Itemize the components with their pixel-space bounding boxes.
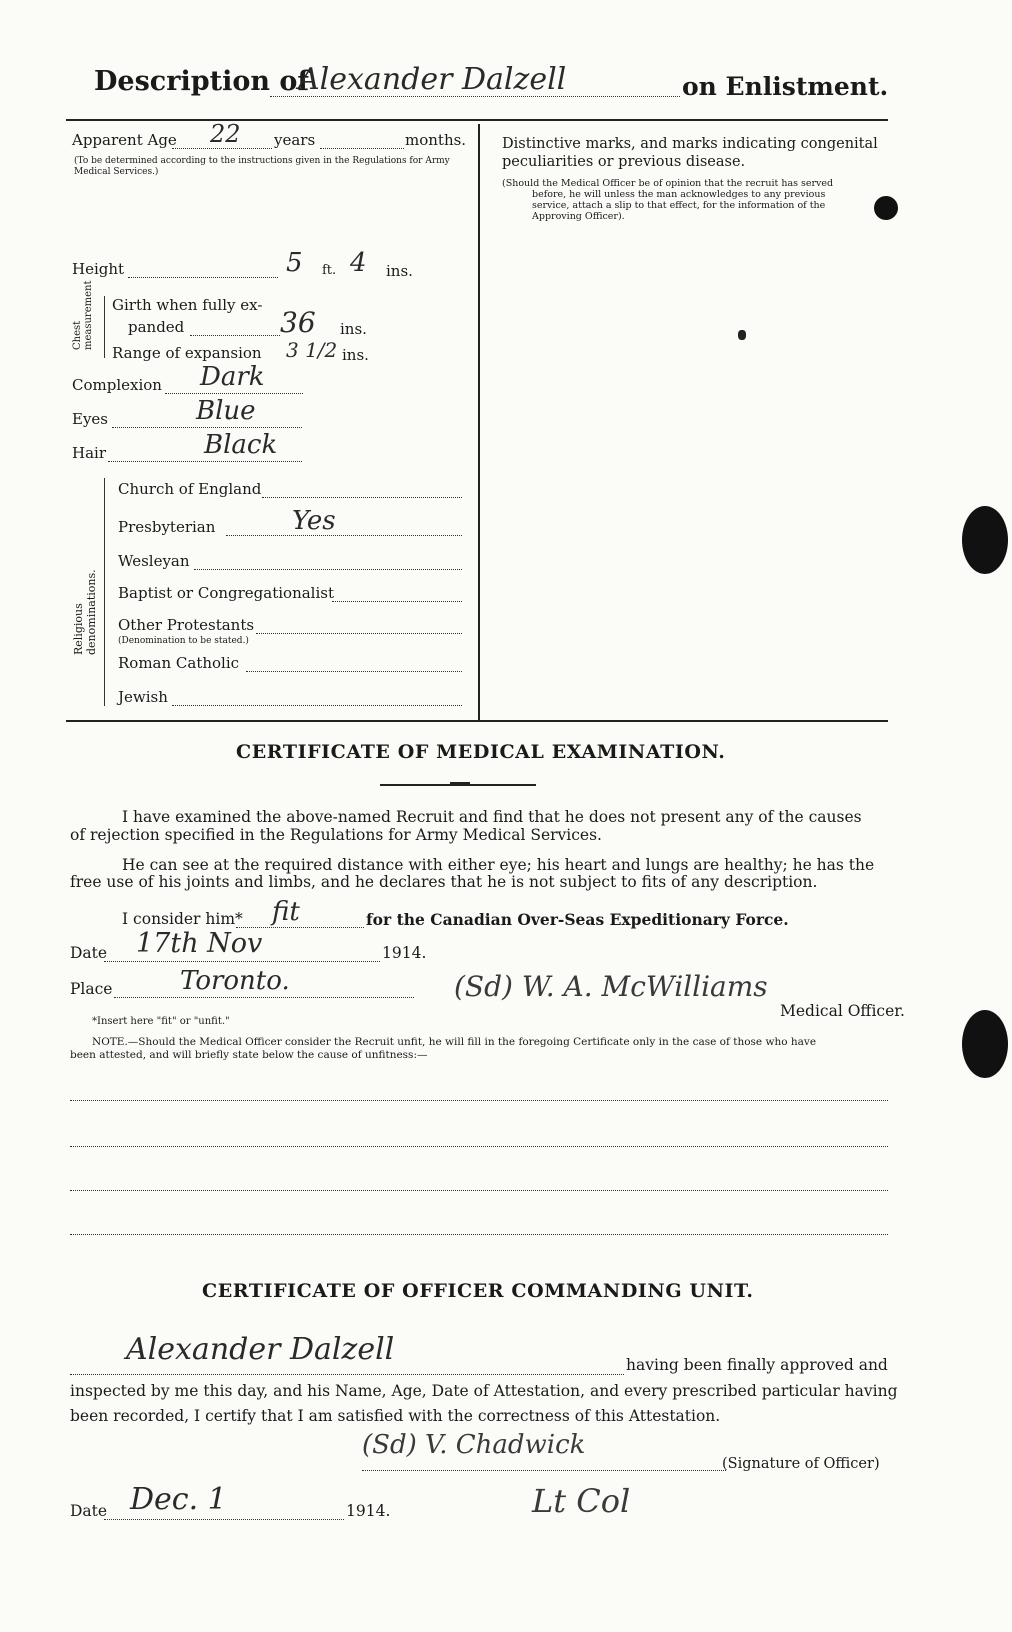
marks-heading-2: peculiarities or previous disease. [502, 154, 746, 170]
medical-para-1b: of rejection specified in the Regulations for Army Medical Services. [70, 826, 602, 844]
unfitness-line-4 [70, 1234, 888, 1235]
commanding-text-3: been recorded, I certify that I am satisfied with the correctness of this Attestation. [70, 1407, 721, 1425]
medical-officer-label: Medical Officer. [780, 1002, 905, 1020]
girth-value: 36 [280, 306, 316, 339]
header-prefix: Description of [94, 66, 309, 97]
eyes-value: Blue [196, 396, 256, 426]
commanding-recruit-name: Alexander Dalzell [126, 1332, 395, 1367]
commanding-rank: Lt Col [532, 1482, 631, 1520]
consider-label: I consider him* [122, 910, 243, 928]
ink-speck [738, 330, 746, 340]
medical-date-label: Date [70, 944, 108, 962]
medical-officer-signature: (Sd) W. A. McWilliams [454, 970, 768, 1003]
height-ft-value: 5 [286, 248, 303, 278]
commanding-date-label: Date [70, 1502, 108, 1520]
marks-note-2: before, he will unless the man acknowledges to any previous [532, 189, 826, 200]
header-suffix: on Enlistment. [682, 72, 889, 101]
religion-baptist: Baptist or Congregationalist [118, 584, 334, 602]
medical-title-rule-mark [450, 782, 470, 786]
religion-presbyterian: Presbyterian [118, 518, 216, 536]
eyes-label: Eyes [72, 410, 108, 428]
place-value: Toronto. [180, 966, 290, 996]
years-label: years [274, 131, 316, 149]
religion-bracket [104, 478, 105, 706]
commanding-officer-signature: (Sd) V. Chadwick [362, 1430, 586, 1460]
hair-value: Black [204, 430, 278, 460]
girth-ins-label: ins. [340, 320, 367, 338]
chest-bracket [104, 296, 105, 358]
commanding-date-year: 1914. [346, 1502, 391, 1520]
consider-value: fit [272, 897, 300, 927]
religion-roman-catholic: Roman Catholic [118, 654, 240, 672]
girth-label-1: Girth when fully ex- [112, 296, 263, 314]
unfitness-line-2 [70, 1146, 888, 1147]
marks-note-1: (Should the Medical Officer be of opinion that the recruit has served [502, 178, 834, 189]
range-ins-label: ins. [342, 346, 369, 364]
punch-hole-bottom [962, 1010, 1008, 1078]
complexion-label: Complexion [72, 376, 162, 394]
section-rule [66, 720, 888, 722]
medical-date-year: 1914. [382, 944, 427, 962]
punch-hole-top [962, 506, 1008, 574]
other-protestants-note: (Denomination to be stated.) [118, 636, 249, 646]
commanding-text-2: inspected by me this day, and his Name, Age, Date of Attestation, and every prescribed particular having [70, 1382, 898, 1400]
column-divider [478, 124, 480, 720]
medical-date-value: 17th Nov [136, 928, 263, 959]
marks-note-4: Approving Officer). [532, 211, 625, 222]
unfit-note-b: been attested, and will briefly state below the cause of unfitness:— [70, 1049, 428, 1061]
age-label: Apparent Age [72, 131, 177, 149]
hair-label: Hair [72, 444, 106, 462]
header-name: Alexander Dalzell [298, 62, 567, 97]
range-label: Range of expansion [112, 344, 262, 362]
height-ins-label: ins. [386, 262, 413, 280]
commanding-date-value: Dec. 1 [130, 1482, 227, 1517]
months-label: months. [405, 131, 467, 149]
place-label: Place [70, 980, 113, 998]
age-value: 22 [210, 120, 241, 148]
chest-label: Chest measurement [72, 280, 94, 350]
marks-note-3: service, attach a slip to that effect, for the information of the [532, 200, 826, 211]
commanding-text-1: having been finally approved and [626, 1356, 888, 1374]
ft-label: ft. [322, 263, 337, 278]
consider-suffix: for the Canadian Over-Seas Expeditionary Force. [366, 910, 789, 929]
religion-wesleyan: Wesleyan [118, 552, 190, 570]
girth-label-2: panded [128, 318, 185, 336]
height-label: Height [72, 260, 125, 278]
unfitness-line-3 [70, 1190, 888, 1191]
religion-church-of-england: Church of England [118, 480, 262, 498]
religion-jewish: Jewish [118, 688, 168, 706]
range-value: 3 1/2 [286, 338, 338, 362]
unfit-note-a: NOTE.—Should the Medical Officer consider the Recruit unfit, he will fill in the foregoing Certificate only in the case of those who have [92, 1036, 817, 1048]
top-rule [66, 119, 888, 121]
height-in-value: 4 [350, 248, 367, 278]
header-dotted-line [270, 96, 680, 97]
religion-label: Religious denominations. [72, 569, 98, 655]
medical-para-2b: free use of his joints and limbs, and he declares that he is not subject to fits of any description. [70, 873, 818, 891]
religion-other-protestants: Other Protestants [118, 616, 255, 634]
unfitness-line-1 [70, 1100, 888, 1101]
ink-blot [874, 196, 898, 220]
insert-note: *Insert here "fit" or "unfit." [92, 1016, 230, 1027]
commanding-title: CERTIFICATE OF OFFICER COMMANDING UNIT. [202, 1280, 754, 1302]
medical-para-1a: I have examined the above-named Recruit and find that he does not present any of the causes [122, 808, 862, 826]
religion-presbyterian-value: Yes [292, 506, 336, 536]
commanding-signature-label: (Signature of Officer) [722, 1456, 880, 1472]
complexion-value: Dark [200, 362, 265, 392]
age-note: (To be determined according to the instructions given in the Regulations for Army Medical Services.) [74, 156, 450, 177]
marks-heading-1: Distinctive marks, and marks indicating congenital [502, 136, 878, 152]
medical-para-2a: He can see at the required distance with either eye; his heart and lungs are healthy; he has the [122, 856, 875, 874]
medical-title: CERTIFICATE OF MEDICAL EXAMINATION. [236, 741, 726, 763]
